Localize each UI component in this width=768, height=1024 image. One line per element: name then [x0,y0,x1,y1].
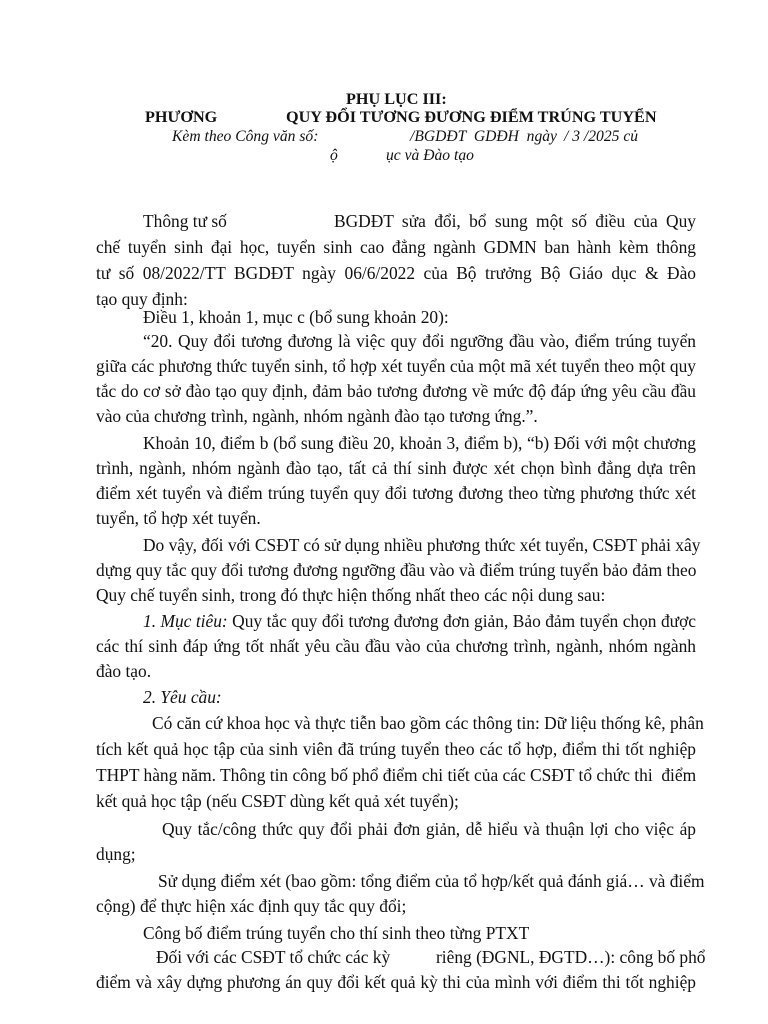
section-2-label: 2. Yêu cầu: [143,687,222,707]
reference-line-1b: /BGDĐT GDĐH ngày [410,128,557,145]
paragraph-5-line-1: Do vậy, đối với CSĐT có sử dụng nhiều phương thức xét tuyển, CSĐT phải xây [143,535,701,555]
requirement-b-line-2: dụng; [96,844,136,864]
paragraph-4-line-4: tuyển, tổ hợp xét tuyển. [96,508,261,528]
reference-line-1c: / 3 /2025 củ [564,128,639,145]
section-1-line-2: các thí sinh đáp ứng tốt nhất yêu cầu đầu vào của chương trình, ngành, nhóm ngành [96,636,696,656]
appendix-subtitle-right: QUY ĐỔI TƯƠNG ĐƯƠNG ĐIỂM TRÚNG TUYỂN [286,108,657,126]
paragraph-4-line-1: Khoản 10, điểm b (bổ sung điều 20, khoản 3, điểm b), “b) Đối với một chương [143,433,696,453]
requirement-a-line-4: kết quả học tập (nếu CSĐT dùng kết quả xét tuyển); [96,791,459,811]
appendix-title: PHỤ LỤC III: [346,90,447,108]
paragraph-3-line-1: “20. Quy đổi tương đương là việc quy đổi ngưỡng đầu vào, điểm trúng tuyển [143,331,696,351]
paragraph-5-line-2: dựng quy tắc quy đổi tương đương ngưỡng đầu vào và điểm trúng tuyển bảo đảm theo [96,560,697,580]
requirement-d: Công bố điểm trúng tuyển cho thí sinh theo từng PTXT [143,923,530,943]
paragraph-1-line-2: chế tuyển sinh đại học, tuyển sinh cao đẳng ngành GDMN ban hành kèm thông [96,237,696,257]
paragraph-3-line-4: vào của chương trình, ngành, nhóm ngành đào tạo tương ứng.”. [96,406,538,426]
section-1-label: 1. Mục tiêu: [143,611,228,631]
paragraph-4-line-2: trình, ngành, nhóm ngành đào tạo, tất cả thí sinh được xét chọn bình đẳng dựa trên [96,458,696,478]
section-1-line-3: đào tạo. [96,661,152,681]
requirement-c-line-2: cộng) để thực hiện xác định quy tắc quy đổi; [96,896,407,916]
reference-line-2b: ục và Đào tạo [386,147,474,164]
paragraph-5-line-3: Quy chế tuyển sinh, trong đó thực hiện thống nhất theo các nội dung sau: [96,585,606,605]
section-1-line-1 [143,610,696,632]
requirement-e-line-1a: Đối với các CSĐT tổ chức các kỳ [156,947,391,967]
requirement-e-line-2: điểm và xây dựng phương án quy đổi kết quả kỳ thi của mình với điểm thi tốt nghiệp [96,972,696,992]
requirement-e-line-1b: riêng (ĐGNL, ĐGTD…): công bố phổ [436,947,706,967]
paragraph-1-line-1a: Thông tư số [143,211,227,231]
requirement-a-line-3: THPT hàng năm. Thông tin công bố phổ điểm chi tiết của các CSĐT tổ chức thi điểm [96,765,697,785]
paragraph-1-line-4: tạo quy định: [96,289,188,309]
paragraph-3-line-3: tắc do cơ sở đào tạo quy định, đảm bảo tương đương về mức độ đáp ứng yêu cầu đầu [96,381,696,401]
requirement-a-line-2: tích kết quả học tập của sinh viên đã trúng tuyển theo các tổ hợp, điểm thi tốt nghiệp [96,739,696,759]
section-1-text: Quy tắc quy đổi tương đương đơn giản, Bảo đảm tuyển chọn được [227,611,696,631]
requirement-c-line-1: Sử dụng điểm xét (bao gồm: tổng điểm của tổ hợp/kết quả đánh giá… và điểm [158,871,705,891]
paragraph-1-line-1b: BGDĐT sửa đổi, bổ sung một số điều của Quy [334,211,696,231]
appendix-subtitle-left: PHƯƠNG [145,108,218,126]
paragraph-1-line-3: tư số 08/2022/TT BGDĐT ngày 06/6/2022 của Bộ trưởng Bộ Giáo dục & Đào [96,263,696,283]
paragraph-4-line-3: điểm xét tuyển và điểm trúng tuyển quy đổi tương đương theo từng phương thức xét [96,483,696,503]
reference-line-1a: Kèm theo Công văn số: [172,128,319,145]
paragraph-2: Điều 1, khoản 1, mục c (bổ sung khoản 20): [143,307,449,327]
requirement-a-line-1: Có căn cứ khoa học và thực tiễn bao gồm các thông tin: Dữ liệu thống kê, phân [152,713,704,733]
reference-line-2a: ộ [330,147,338,164]
requirement-b-line-1: Quy tắc/công thức quy đổi phải đơn giản, dễ hiểu và thuận lợi cho việc áp [162,819,696,839]
paragraph-3-line-2: giữa các phương thức tuyển sinh, tổ hợp xét tuyển của một mã xét tuyển theo một quy [96,356,696,376]
